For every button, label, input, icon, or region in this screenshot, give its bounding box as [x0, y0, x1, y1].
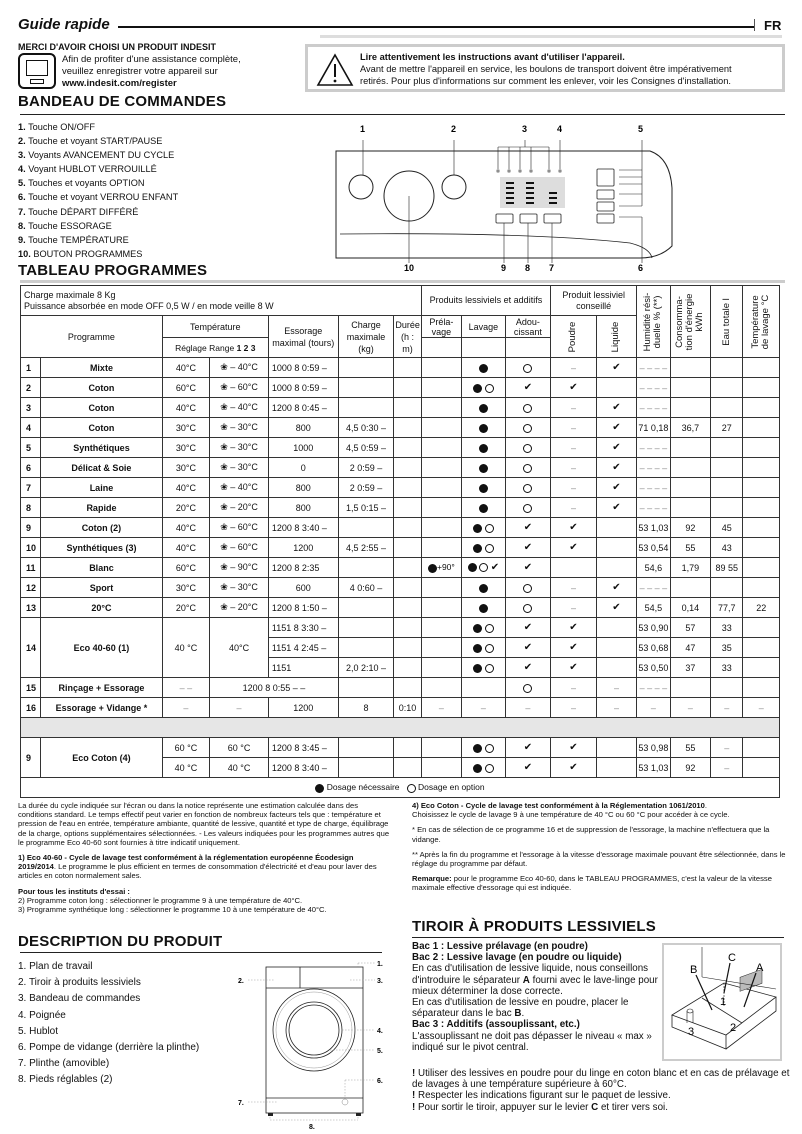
svg-text:6.: 6.: [377, 1078, 383, 1085]
table-row[interactable]: 11 Blanc 60°C ❀ – 90°C 1200 8 2:35 +90° ✔ ✔ 54,6 1,79 89 55: [21, 558, 780, 578]
notes-right: 4) Eco Coton - Cycle de lavage test conformément à la Réglementation 1061/2010. Choisissez le cycle de lavage 9 à une température de 40 °C ou 60 °C pour accéder à ce cycle. * En cas de sélection de ce programme 16 et de suppression de l'essorage, la machine n'effectuera que la vidange. ** Après la fin du programme et l'essorage à la vitesse d'essorage maximale pouvant être sélectionnée, dans le réglage du programme par défaut. Remarque: pour le programme Eco 40-60, dans le TABLEAU PROGRAMMES, c'est la valeur de la vitesse maximale effective d'essorage qui est indiquée.: [412, 801, 792, 899]
check-icon: ✔: [523, 522, 533, 533]
note-1-bold: 1) Eco 40-60 - Cycle de lavage test conformément à la réglementation européenne Écodesign 2019/2014: [18, 853, 354, 872]
part-item: 7. Plinthe (amovible): [18, 1058, 110, 1070]
dosage-optional-icon: [485, 384, 494, 393]
svg-text:10: 10: [404, 263, 415, 273]
control-item-6: 6. Touche et voyant VERROU ENFANT: [18, 192, 179, 203]
dosage-required-icon: [479, 444, 488, 453]
check-icon: ✔: [612, 482, 621, 493]
header-reglage: Réglage: [175, 342, 207, 353]
drawer-instructions: [412, 941, 667, 1053]
part-item: 1. Plan de travail: [18, 961, 93, 972]
note-4-text: Choisissez le cycle de lavage 9 à une température de 40 °C ou 60 °C pour accéder à ce cycle.: [412, 810, 730, 820]
section-rule: [20, 114, 785, 115]
table-row-14c[interactable]: 1151 2,0 2:10 – ✔ ✔ 53 0,50 37 33: [21, 658, 780, 678]
part-item: 5. Hublot: [18, 1025, 59, 1037]
part-item: 3. Bandeau de commandes: [18, 993, 141, 1005]
drawer-warning-1: ! Utiliser des lessives en poudre pour du linge en coton blanc et en cas de prélavage et de lavages à une température supérieure à 60°C.: [412, 1068, 790, 1091]
drawer-warnings: [412, 1068, 797, 1113]
control-item-9: 9. Touche TEMPÉRATURE: [18, 234, 129, 245]
drawer-title: TIROIR À PRODUITS LESSIVIELS: [412, 918, 656, 935]
section-rule-grey: [20, 280, 785, 283]
check-icon: ✔: [490, 562, 500, 573]
svg-text:3: 3: [522, 124, 528, 134]
svg-text:7.: 7.: [238, 1100, 244, 1107]
header-liquide: Liquide: [610, 321, 622, 352]
header-tick: [754, 19, 755, 31]
control-item-1: 1. Touche ON/OFF: [18, 122, 95, 132]
header-grey-band: [320, 35, 782, 38]
svg-text:3: 3: [688, 1026, 695, 1038]
control-item-3: 3. Voyants AVANCEMENT DU CYCLE: [18, 150, 175, 161]
dosage-required-icon: [315, 784, 324, 793]
check-icon: ✔: [612, 582, 621, 593]
check-icon: ✔: [569, 522, 578, 533]
dosage-optional-icon: [523, 504, 532, 513]
dosage-optional-icon: [523, 484, 532, 493]
dosage-required-icon: [473, 544, 482, 553]
dosage-required-icon: [473, 384, 482, 393]
control-item-2: 2. Touche et voyant START/PAUSE: [18, 136, 163, 147]
table-row-eco-coton-40[interactable]: 40 °C 40 °C 1200 8 3:40 – ✔ ✔ 53 1,03 92 –: [21, 758, 780, 778]
product-parts-list: [18, 959, 199, 1089]
register-text: [62, 54, 241, 90]
note-cycle-duration: La durée du cycle indiquée sur l'écran ou dans la notice représente une estimation calculée dans des conditions standard. Le temps effectif peut varier en fonction de nombreux facteurs tels que : température et pression de l'eau en entrée, température ambiante, quantité de lessive, quantité et type de charge, équilibrage de la charge, options supplémentaires sélectionnées. - Les valeurs indiquées pour les programmes autres que le programme Eco 40-60 sont fournies à titre indicatif uniquement.: [18, 801, 390, 847]
warning-triangle-icon: [316, 53, 354, 87]
table-row[interactable]: 5 Synthétiques 30°C ❀ – 30°C 1000 4,5 0:59 – – ✔ – – – –: [21, 438, 780, 458]
table-row[interactable]: 10 Synthétiques (3) 40°C ❀ – 60°C 1200 4,5 2:55 – ✔ ✔ 53 0,54 55 43: [21, 538, 780, 558]
svg-text:4: 4: [557, 124, 563, 134]
dosage-optional-icon: [479, 563, 488, 572]
svg-text:9: 9: [501, 263, 507, 273]
table-row[interactable]: 2 Coton 60°C ❀ – 60°C 1000 8 0:59 – ✔ ✔ – – – –: [21, 378, 780, 398]
check-icon: ✔: [523, 542, 533, 553]
register-url[interactable]: www.indesit.com/register: [62, 78, 177, 89]
dosage-required-icon: [479, 364, 488, 373]
table-row-14[interactable]: 14 Eco 40-60 (1) 40 °C 40°C 1151 8 3:30 – ✔ ✔ 53 0,90 57 33: [21, 618, 780, 638]
control-item-8: 8. Touche ESSORAGE: [18, 220, 112, 231]
table-row[interactable]: 12 Sport 30°C ❀ – 30°C 600 4 0:60 – – ✔ – – – –: [21, 578, 780, 598]
check-icon: ✔: [612, 602, 621, 613]
header-rule: [118, 26, 754, 28]
header-adoucissant: Adou- cissant: [505, 316, 551, 338]
register-line-2: veuillez enregistrer votre appareil sur: [62, 66, 218, 77]
part-item: 2. Tiroir à produits lessiviels: [18, 977, 141, 989]
check-icon: ✔: [612, 402, 621, 413]
header-charge: Charge maximale (kg): [338, 316, 394, 358]
computer-monitor-icon: [18, 53, 56, 89]
check-icon: ✔: [612, 442, 621, 453]
header-prelavage: Préla- vage: [421, 316, 461, 338]
notes-left: [18, 801, 393, 914]
part-item: 8. Pieds réglables (2): [18, 1074, 113, 1086]
warning-title: Lire attentivement les instructions avant d'utiliser l'appareil.: [360, 52, 625, 62]
header-range: Range: [209, 342, 235, 353]
check-icon: ✔: [612, 422, 621, 433]
svg-text:C: C: [728, 952, 736, 964]
note-1-text: . Le programme le plus efficient en termes de consommation d'électricité et d'eau pour laver des articles en coton normalement sales.: [18, 862, 377, 881]
table-row-16[interactable]: 16 Essorage + Vidange * – – 1200 8 0:10 – – – – – – – – –: [21, 698, 780, 718]
svg-text:2.: 2.: [238, 978, 244, 985]
table-row[interactable]: 4 Coton 30°C ❀ – 30°C 800 4,5 0:30 – – ✔ 71 0,18 36,7 27: [21, 418, 780, 438]
dosage-required-icon: [479, 464, 488, 473]
table-row[interactable]: 8 Rapide 20°C ❀ – 20°C 800 1,5 0:15 – – ✔ – – – –: [21, 498, 780, 518]
header-essorage: Essorage maximal (tours): [268, 316, 338, 358]
drawer-warning-3: ! Pour sortir le tiroir, appuyer sur le levier C et tirer vers soi.: [412, 1101, 668, 1113]
svg-text:5.: 5.: [377, 1048, 383, 1055]
warning-box: [305, 44, 785, 92]
bac-3: Bac 3 : Additifs (assouplissant, etc.): [412, 1019, 580, 1031]
part-item: 4. Poignée: [18, 1009, 66, 1021]
svg-text:4.: 4.: [377, 1028, 383, 1035]
svg-text:3.: 3.: [377, 978, 383, 985]
svg-text:7: 7: [549, 263, 555, 273]
table-row[interactable]: 6 Délicat & Soie 30°C ❀ – 30°C 0 2 0:59 – – ✔ – – – –: [21, 458, 780, 478]
warning-line-2: retirés. Pour plus d'informations sur comment les enlever, voir les Consignes d'installation.: [360, 76, 731, 86]
note-2: 2) Programme coton long : sélectionner le programme 9 à une température de 40°C.: [18, 895, 303, 905]
header-lavage: Lavage: [462, 316, 506, 338]
dosage-optional-icon: [523, 404, 532, 413]
softener-instructions: L'assouplissant ne doit pas dépasser le niveau « max » indiqué sur le pivot central.: [412, 1030, 652, 1053]
dosage-optional-icon: [523, 464, 532, 473]
svg-text:A: A: [756, 962, 764, 974]
check-icon: ✔: [569, 542, 578, 553]
warning-line-1: Avant de mettre l'appareil en service, les boulons de transport doivent être impérativement: [360, 64, 732, 74]
remark-text: pour le programme Eco 40-60, dans le TABLEAU PROGRAMMES, c'est la valeur de la vitesse maximale effective d'essorage qui est indiquée.: [412, 874, 772, 893]
drawer-diagram: [662, 943, 782, 1061]
note-instituts: Pour tous les instituts d'essai :: [18, 886, 130, 896]
note-star-1: * En cas de sélection de ce programme 16 et de suppression de l'essorage, la machine n'effectuera que la vidange.: [412, 825, 770, 844]
table-row-eco-coton-60[interactable]: 9 Eco Coton (4) 60 °C 60 °C 1200 8 3:45 – ✔ ✔ 53 0,98 55 –: [21, 738, 780, 758]
header-consommation: Consomma- tion d'énergie kWh: [674, 293, 706, 350]
dosage-optional-icon: [523, 424, 532, 433]
drawer-warning-2: ! Respecter les indications figurant sur le paquet de lessive.: [412, 1090, 671, 1102]
header-duree: Durée (h : m): [394, 316, 421, 358]
powder-instructions: En cas d'utilisation de lessive en poudre, placer le séparateur dans le bac B.: [412, 997, 629, 1020]
dosage-optional-icon: [523, 604, 532, 613]
register-heading: MERCI D'AVOIR CHOISI UN PRODUIT INDESIT: [18, 42, 216, 52]
dosage-optional-icon: [407, 784, 416, 793]
svg-text:B: B: [690, 964, 698, 976]
svg-text:8.: 8.: [309, 1124, 315, 1130]
check-icon: ✔: [569, 382, 578, 393]
page-title: Guide rapide: [18, 16, 110, 33]
table-row[interactable]: 7 Laine 40°C ❀ – 40°C 800 2 0:59 – – ✔ – – – –: [21, 478, 780, 498]
svg-text:8: 8: [525, 263, 531, 273]
table-legend: Dosage nécessaire Dosage en option: [21, 778, 780, 798]
check-icon: ✔: [523, 382, 533, 393]
programs-table: [20, 285, 780, 798]
note-4-bold: 4) Eco Coton - Cycle de lavage test conformément à la Réglementation 1061/2010: [412, 801, 705, 810]
dosage-required-icon: [479, 484, 488, 493]
header-temp-lavage: Température de lavage °C: [750, 294, 772, 349]
dosage-required-icon: [479, 584, 488, 593]
language-code: FR: [764, 18, 782, 33]
diagram-label-1: 1: [360, 124, 366, 134]
control-panel-list: [18, 120, 178, 261]
svg-text:5: 5: [638, 124, 644, 134]
header-humidite: Humidité rési- duelle % (**): [642, 292, 664, 351]
section-rule: [20, 952, 382, 953]
bac-1: Bac 1 : Lessive prélavage (en poudre): [412, 941, 588, 952]
control-item-10: 10. BOUTON PROGRAMMES: [18, 248, 143, 259]
dosage-required-icon: [479, 404, 488, 413]
header-conseille: Produit lessiviel conseillé: [551, 286, 637, 316]
charge-info-1: Charge maximale 8 Kg: [24, 289, 116, 300]
note-3: 3) Programme synthétique long : sélectionner le programme 10 à une température de 40°C.: [18, 905, 327, 915]
control-item-4: 4. Voyant HUBLOT VERROUILLÉ: [18, 164, 157, 175]
table-row[interactable]: 1 Mixte 40°C ❀ – 40°C 1000 8 0:59 – – ✔ – – – –: [21, 358, 780, 378]
table-row[interactable]: 9 Coton (2) 40°C ❀ – 60°C 1200 8 3:40 – ✔ ✔ 53 1,03 92 45: [21, 518, 780, 538]
bac-2: Bac 2 : Lessive lavage (en poudre ou liquide): [412, 952, 622, 964]
header-programme: Programme: [21, 316, 163, 358]
table-row[interactable]: 13 20°C 20°C ❀ – 20°C 1200 8 1:50 – – ✔ 54,5 0,14 77,7 22: [21, 598, 780, 618]
control-panel-title: BANDEAU DE COMMANDES: [18, 93, 227, 110]
check-icon: ✔: [612, 362, 621, 373]
part-item: 6. Pompe de vidange (derrière la plinthe): [18, 1042, 200, 1054]
dosage-required-icon: [479, 424, 488, 433]
dosage-optional-icon: [485, 524, 494, 533]
header-poudre: Poudre: [567, 321, 579, 352]
check-icon: ✔: [612, 462, 621, 473]
charge-info-2: Puissance absorbée en mode OFF 0,5 W / en mode veille 8 W: [24, 300, 274, 311]
svg-text:6: 6: [638, 263, 644, 273]
table-row[interactable]: 3 Coton 40°C ❀ – 40°C 1200 8 0:45 – – ✔ – – – –: [21, 398, 780, 418]
control-item-5: 5. Touches et voyants OPTION: [18, 178, 145, 189]
note-star-2: ** Après la fin du programme et l'essorage à la vitesse d'essorage maximale pouvant être sélectionnée, dans le réglage du programme par défaut.: [412, 849, 786, 869]
dosage-optional-icon: [523, 584, 532, 593]
dosage-optional-icon: [523, 444, 532, 453]
dosage-required-icon: [468, 563, 477, 572]
washing-machine-diagram: [230, 955, 390, 1130]
programs-title: TABLEAU PROGRAMMES: [18, 262, 208, 279]
control-panel-diagram: [330, 118, 690, 278]
table-row-14b[interactable]: 1151 4 2:45 – ✔ ✔ 53 0,68 47 35: [21, 638, 780, 658]
svg-text:1: 1: [720, 996, 727, 1008]
dosage-optional-icon: [485, 544, 494, 553]
table-separator: [21, 718, 780, 738]
dosage-required-icon: [473, 524, 482, 533]
header-produits: Produits lessiviels et additifs: [421, 286, 551, 316]
register-line-1: Afin de profiter d'une assistance complète,: [62, 54, 241, 65]
svg-text:2: 2: [730, 1022, 737, 1034]
header-eau: Eau totale l: [720, 297, 732, 346]
dosage-optional-icon: [523, 364, 532, 373]
liquid-instructions: En cas d'utilisation de lessive liquide, nous conseillons d'introduire le séparateur A fourni avec le lave-linge pour mieux déterminer la dose correcte.: [412, 963, 658, 997]
table-row-15[interactable]: 15 Rinçage + Essorage – – 1200 8 0:55 – – – – – – – –: [21, 678, 780, 698]
header-range-nums: 1 2 3: [236, 342, 256, 353]
svg-text:1.: 1.: [377, 961, 383, 968]
check-icon: ✔: [612, 502, 621, 513]
remark-label: Remarque:: [412, 874, 452, 884]
check-icon: ✔: [523, 562, 533, 573]
dosage-required-icon: [479, 604, 488, 613]
control-item-7: 7. Touche DÉPART DIFFÉRÉ: [18, 206, 139, 217]
section-rule: [412, 937, 784, 938]
dosage-required-icon: [479, 504, 488, 513]
header-temperature: Température: [162, 316, 268, 338]
product-description-title: DESCRIPTION DU PRODUIT: [18, 933, 223, 950]
svg-text:2: 2: [451, 124, 457, 134]
dosage-required-icon: [428, 564, 437, 573]
program-rows: [21, 358, 780, 618]
